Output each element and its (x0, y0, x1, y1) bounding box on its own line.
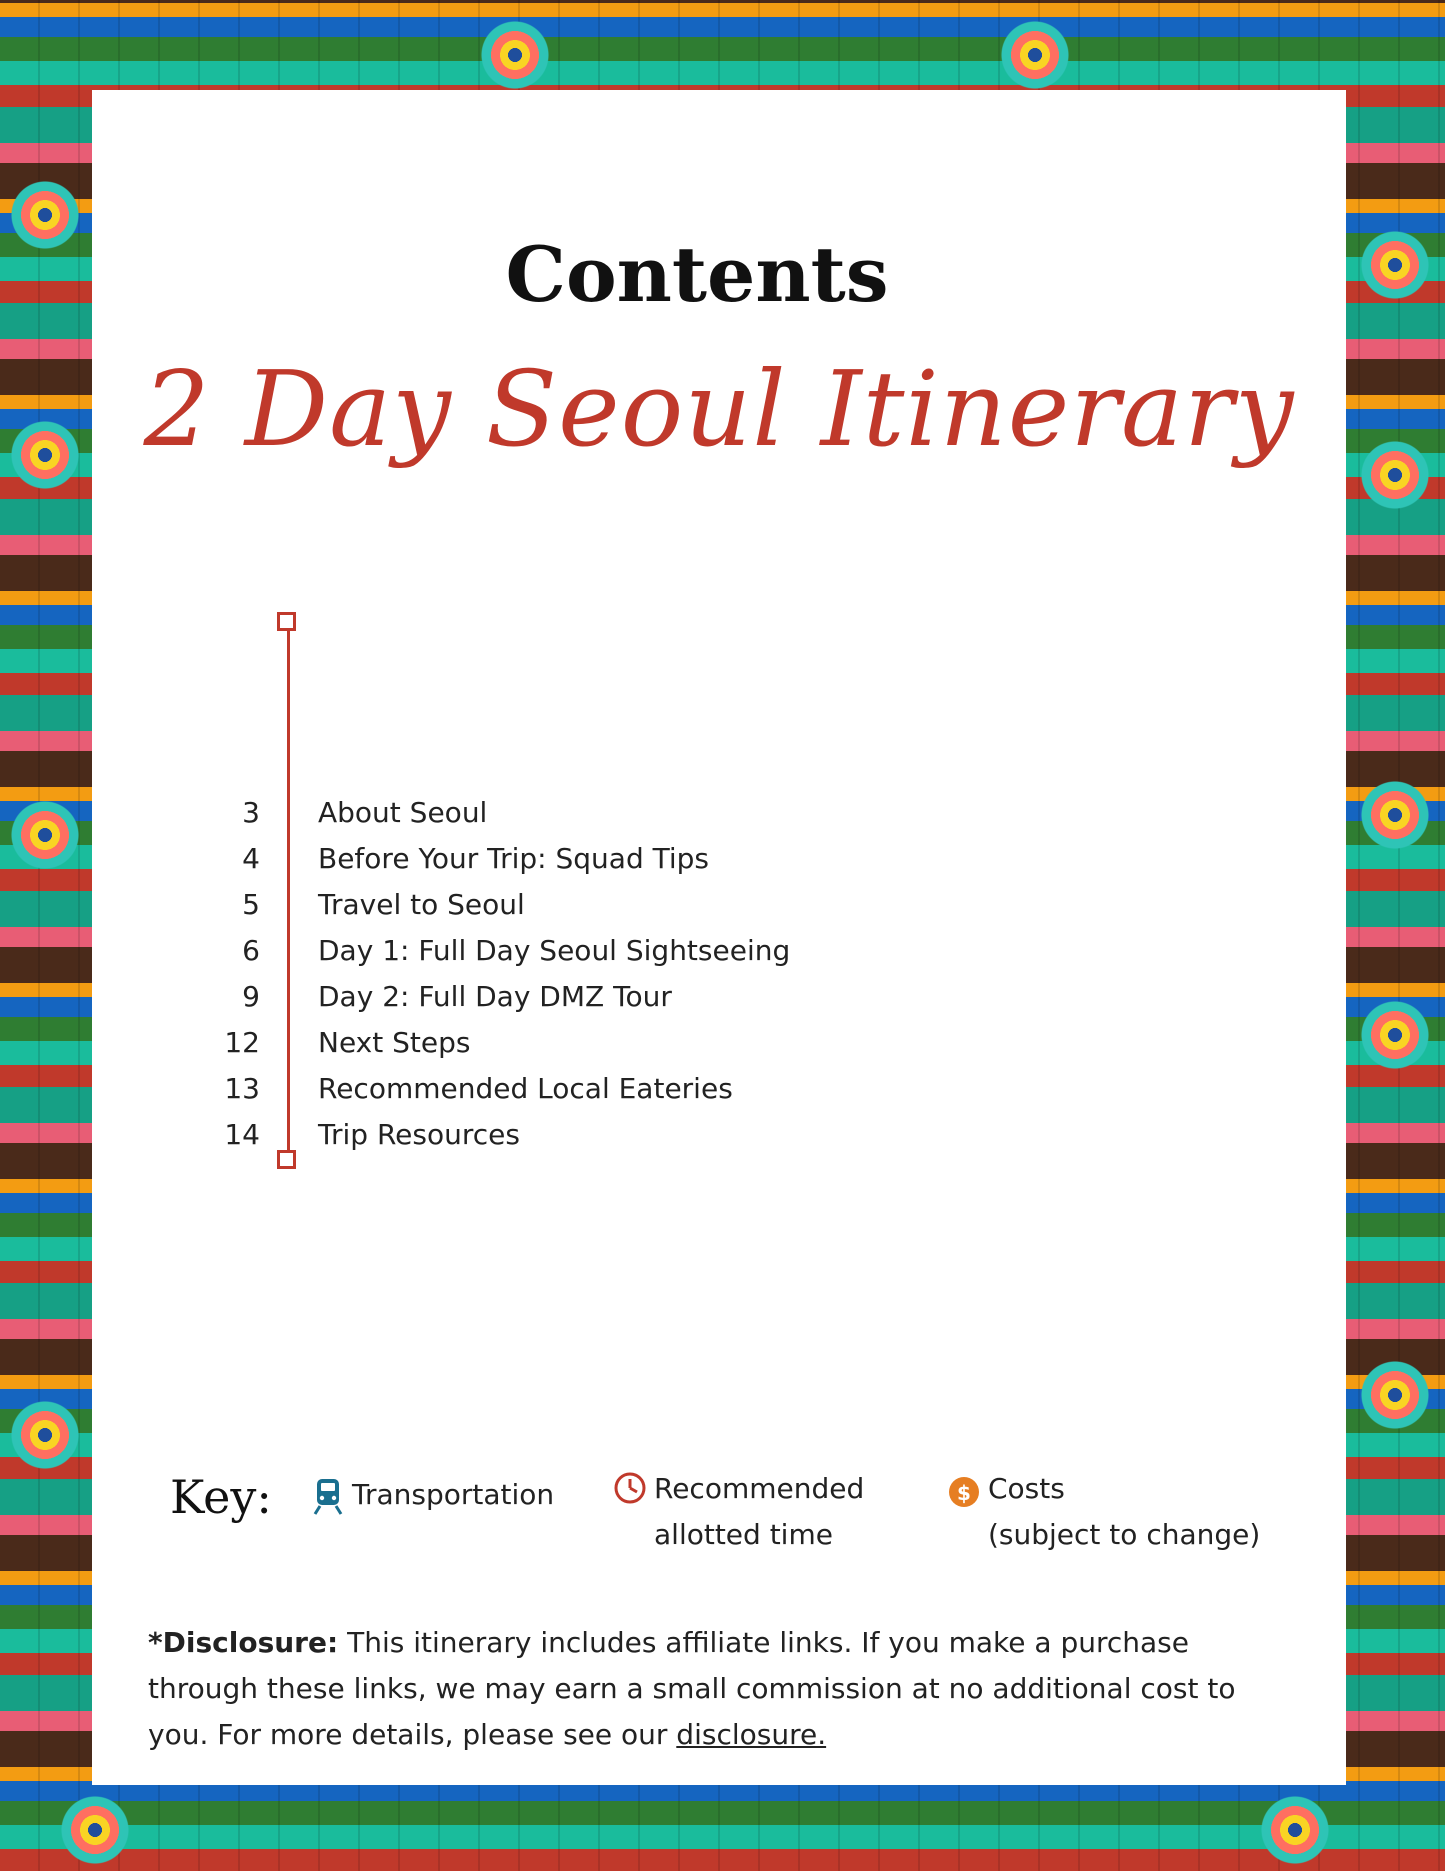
clock-icon (612, 1470, 648, 1510)
toc-page-number: 6 (242, 934, 260, 967)
key-item-recommended-time (612, 1466, 864, 1558)
toc-entry-label: About Seoul (318, 796, 488, 829)
toc-entry[interactable] (92, 882, 892, 928)
floral-decoration (1260, 1795, 1330, 1865)
toc-page-number: 14 (224, 1118, 260, 1151)
floral-decoration (1360, 780, 1430, 850)
toc-entry[interactable] (92, 1020, 892, 1066)
disclosure-body: This itinerary includes affiliate links. If you make a purchase through these links, we may earn a small commission at no additional cost to you. For more details, please see our (148, 1626, 1236, 1751)
floral-decoration (10, 420, 80, 490)
floral-decoration (10, 1400, 80, 1470)
toc-entry-label: Day 1: Full Day Seoul Sightseeing (318, 934, 791, 967)
toc-entry-label: Next Steps (318, 1026, 471, 1059)
toc-page-number: 9 (242, 980, 260, 1013)
key-item-transportation (310, 1472, 554, 1518)
page-title: Contents (505, 230, 889, 319)
floral-decoration (60, 1795, 130, 1865)
train-icon (310, 1476, 346, 1516)
toc-entry[interactable] (92, 790, 892, 836)
contents-page (92, 90, 1346, 1785)
toc-entry[interactable] (92, 1066, 892, 1112)
floral-decoration (1360, 1360, 1430, 1430)
toc-entry[interactable] (92, 928, 892, 974)
key-heading: Key: (170, 1470, 272, 1524)
toc-entry-label: Trip Resources (318, 1118, 520, 1151)
key-item-label: Transportation (352, 1478, 555, 1511)
floral-decoration (1000, 20, 1070, 90)
toc-entry[interactable] (92, 974, 892, 1020)
toc-page-number: 13 (224, 1072, 260, 1105)
key-item-sublabel: (subject to change) (988, 1518, 1261, 1551)
toc-entry-label: Recommended Local Eateries (318, 1072, 733, 1105)
dollar-coin-icon (946, 1470, 982, 1510)
toc-entry-label: Day 2: Full Day DMZ Tour (318, 980, 672, 1013)
toc-entry-label: Travel to Seoul (318, 888, 525, 921)
floral-decoration (1360, 440, 1430, 510)
floral-decoration (480, 20, 550, 90)
toc-entry[interactable] (92, 836, 892, 882)
floral-decoration (1360, 1000, 1430, 1070)
toc-entry[interactable] (92, 1112, 892, 1158)
toc-page-number: 3 (242, 796, 260, 829)
disclosure-link[interactable]: disclosure. (676, 1718, 827, 1751)
toc-timeline-top-marker (277, 612, 296, 631)
key-item-sublabel: allotted time (654, 1518, 833, 1551)
floral-decoration (10, 180, 80, 250)
itinerary-script-title: 2 Day Seoul Itinerary (143, 348, 1295, 470)
toc-entry-label: Before Your Trip: Squad Tips (318, 842, 710, 875)
disclosure-paragraph (148, 1620, 1298, 1758)
table-of-contents (92, 790, 892, 1158)
key-item-costs (946, 1466, 1260, 1558)
key-item-label: Costs (988, 1472, 1065, 1505)
disclosure-lead: *Disclosure: (148, 1626, 339, 1659)
key-item-label: Recommended (654, 1472, 865, 1505)
toc-page-number: 5 (242, 888, 260, 921)
floral-decoration (1360, 230, 1430, 300)
svg-text:$: $ (957, 1481, 971, 1505)
toc-page-number: 4 (242, 842, 260, 875)
toc-page-number: 12 (224, 1026, 260, 1059)
floral-decoration (10, 800, 80, 870)
